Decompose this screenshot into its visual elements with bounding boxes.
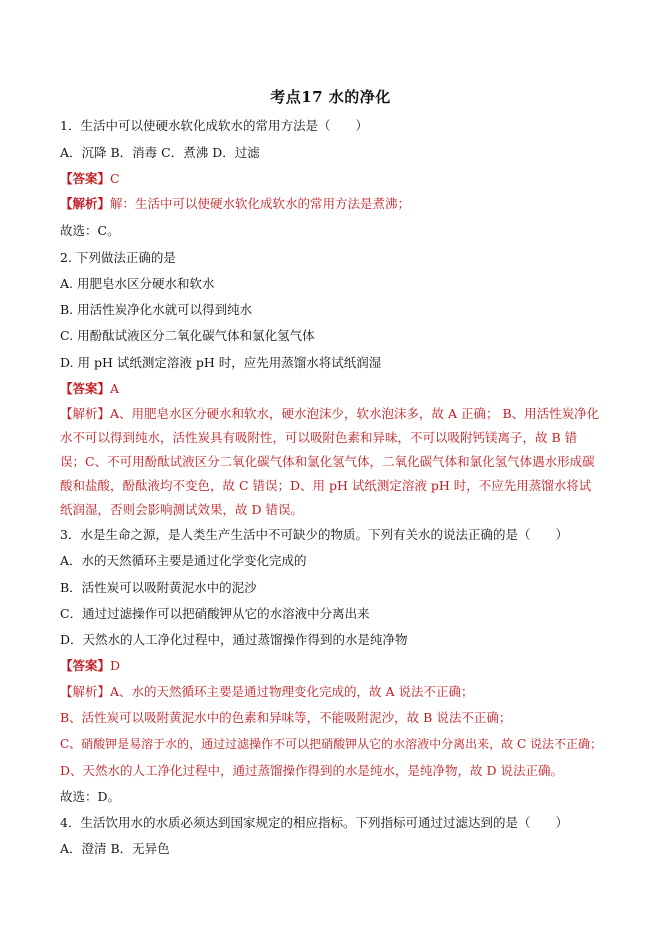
q3-answer xyxy=(60,658,120,674)
q4-stem: 4．生活饮用水的水质必须达到国家规定的相应指标。下列指标可通过过滤达到的是（ ） xyxy=(60,815,568,830)
q3-option-c: C．通过过滤操作可以把硝酸钾从它的水溶液中分离出来 xyxy=(60,606,370,621)
q2-option-c: C. 用酚酞试液区分二氧化碳气体和氯化氢气体 xyxy=(60,328,315,343)
q3-option-a: A．水的天然循环主要是通过化学变化完成的 xyxy=(60,553,307,568)
q3-analysis-d: D、天然水的人工净化过程中，通过蒸馏操作得到的水是纯水，是纯净物，故 D 说法正确。 xyxy=(60,763,563,778)
page-title: 考点17 水的净化 xyxy=(270,88,391,106)
q3-option-b: B．活性炭可以吸附黄泥水中的泥沙 xyxy=(60,580,257,595)
q2-answer xyxy=(60,381,119,397)
q3-stem: 3．水是生命之源，是人类生产生活中不可缺少的物质。下列有关水的说法正确的是（ ） xyxy=(60,527,568,542)
q2-analysis: 【解析】A、用肥皂水区分硬水和软水，硬水泡沫少，软水泡沫多，故 A 正确； B、用活性炭净化水不可以得到纯水，活性炭具有吸附性，可以吸附色素和异味，不可以吸附钙镁离子，故 B 错误；C、不可用酚酞试液区分二氧化碳气体和氯化氢气体，二氧化碳气体和氯化氢气体遇水形成碳酸和盐酸，酚酞液均不变色，故 C 错误；D、用 pH 试纸测定溶液 pH 时，不应先用蒸馏水将试纸润湿，否则会影响测试效果，故 D 错误。 xyxy=(60,406,600,517)
q3-conclusion: 故选：D。 xyxy=(60,789,121,804)
q3-option-d: D．天然水的人工净化过程中，通过蒸馏操作得到的水是纯净物 xyxy=(60,632,408,647)
q3-analysis-a: 【解析】A、水的天然循环主要是通过物理变化完成的，故 A 说法不正确； xyxy=(60,684,474,699)
q2-option-a: A. 用肥皂水区分硬水和软水 xyxy=(60,276,215,291)
answer-value: A xyxy=(110,381,120,396)
q2-option-d: D. 用 pH 试纸测定溶液 pH 时，应先用蒸馏水将试纸润湿 xyxy=(60,355,382,370)
analysis-tag: 【解析】 xyxy=(60,196,111,211)
q1-analysis xyxy=(60,196,410,212)
q3-analysis-c: C、硝酸钾是易溶于水的，通过过滤操作不可以把硝酸钾从它的水溶液中分离出来，故 C 说法不正确； xyxy=(60,737,602,751)
answer-value: D xyxy=(110,658,121,673)
q3-analysis-b: B、活性炭可以吸附黄泥水中的色素和异味等，不能吸附泥沙，故 B 说法不正确； xyxy=(60,710,512,725)
q1-answer xyxy=(60,171,120,187)
q1-options: A．沉降 B．消毒 C．煮沸 D．过滤 xyxy=(60,145,260,160)
q4-options: A．澄清 B．无异色 xyxy=(60,841,170,856)
answer-tag: 【答案】 xyxy=(60,381,111,396)
q1-conclusion: 故选：C。 xyxy=(60,223,120,238)
answer-tag: 【答案】 xyxy=(60,658,111,673)
q1-stem: 1．生活中可以使硬水软化成软水的常用方法是（ ） xyxy=(60,118,368,133)
q2-stem: 2. 下列做法正确的是 xyxy=(60,250,176,265)
analysis-text: 解：生活中可以使硬水软化成软水的常用方法是煮沸； xyxy=(110,196,411,211)
q2-option-b: B. 用活性炭净化水就可以得到纯水 xyxy=(60,302,253,317)
answer-value: C xyxy=(110,171,120,186)
answer-tag: 【答案】 xyxy=(60,171,111,186)
